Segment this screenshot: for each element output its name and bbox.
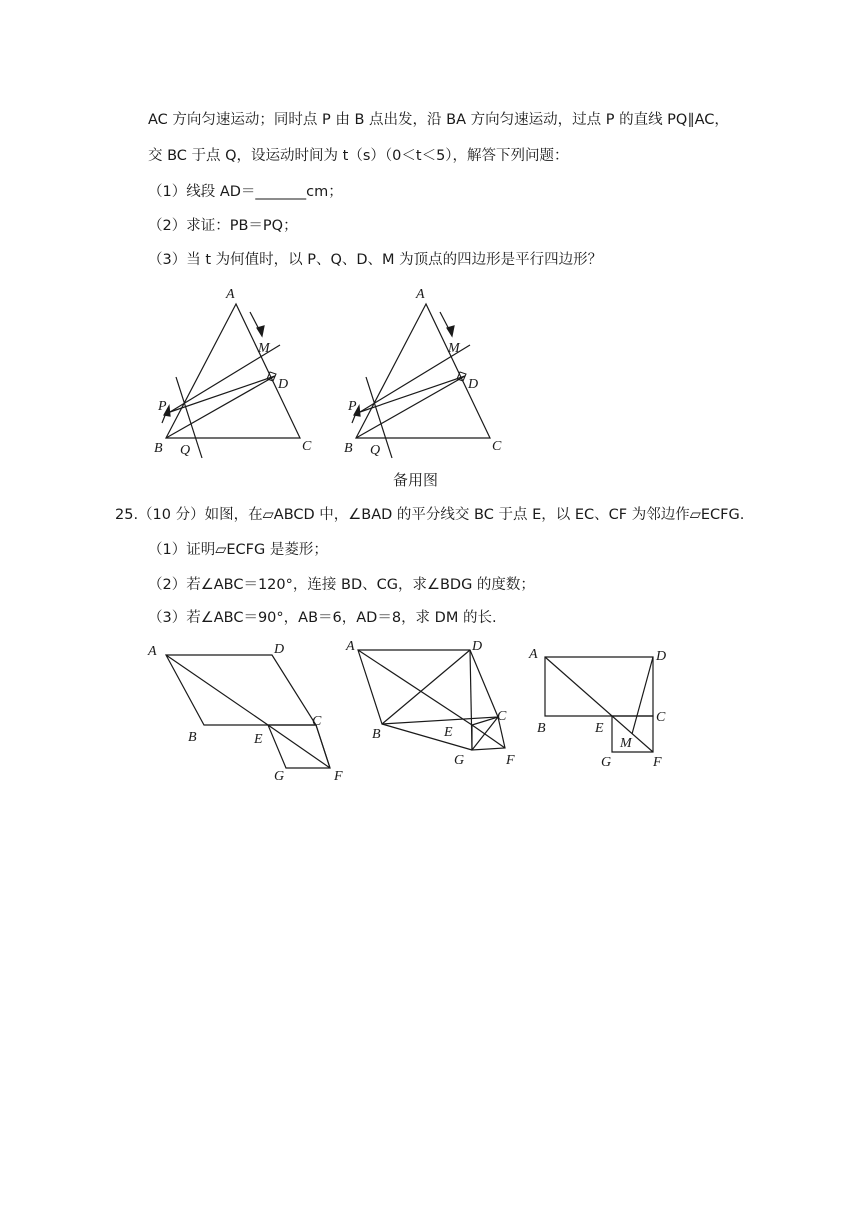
- q25-figure-2: [340, 630, 530, 775]
- label-a: A: [346, 639, 355, 654]
- segment-ae: [358, 650, 472, 725]
- label-a: A: [529, 647, 538, 662]
- label-c: C: [492, 439, 502, 454]
- label-p: P: [348, 399, 357, 414]
- arrow-m-head: [447, 326, 454, 336]
- segment-bd: [382, 650, 470, 724]
- parallelogram-abcd: [166, 655, 316, 725]
- segment-ae: [166, 655, 268, 725]
- q24-line-1: AC 方向匀速运动；同时点 P 由 B 点出发，沿 BA 方向匀速运动，过点 P 的直线 PQ∥AC，: [148, 112, 729, 128]
- label-e: E: [595, 721, 604, 736]
- label-f: F: [506, 753, 515, 768]
- segment-bg: [382, 724, 472, 750]
- triangle-abc: [356, 304, 490, 438]
- parallelogram-abcd: [358, 650, 498, 724]
- rectangle-abcd: [545, 657, 653, 716]
- segment-dm: [632, 657, 653, 734]
- label-b: B: [344, 441, 353, 456]
- label-b: B: [372, 727, 381, 742]
- q24-part-3: （3）当 t 为何值时，以 P、Q、D、M 为顶点的四边形是平行四边形？: [148, 252, 603, 268]
- label-a: A: [148, 644, 157, 659]
- q25-figure-1: [140, 635, 360, 790]
- q24-figure-2: [330, 280, 520, 460]
- label-q: Q: [180, 443, 191, 458]
- label-m: M: [448, 341, 460, 356]
- label-b: B: [188, 730, 197, 745]
- label-d: D: [472, 639, 483, 654]
- q25-figure-3: [525, 640, 700, 775]
- label-g: G: [601, 755, 612, 770]
- label-p: P: [158, 399, 167, 414]
- label-b: B: [154, 441, 163, 456]
- triangle-abc: [166, 304, 300, 438]
- q25-part-1: （1）证明▱ECFG 是菱形；: [148, 542, 328, 558]
- label-f: F: [653, 755, 662, 770]
- label-q: Q: [370, 443, 381, 458]
- q25-part-3: （3）若∠ABC＝90°，AB＝6，AD＝8，求 DM 的长.: [148, 610, 497, 626]
- figure-caption: 备用图: [393, 471, 439, 489]
- label-c: C: [656, 710, 666, 725]
- label-d: D: [274, 642, 285, 657]
- label-d: D: [656, 649, 667, 664]
- label-m: M: [620, 736, 632, 751]
- label-e: E: [254, 732, 263, 747]
- label-f: F: [334, 769, 343, 784]
- label-m: M: [258, 341, 270, 356]
- label-c: C: [302, 439, 312, 454]
- q24-part-2: （2）求证：PB＝PQ；: [148, 218, 298, 234]
- label-a: A: [226, 287, 235, 302]
- label-d: D: [278, 377, 289, 392]
- label-a: A: [416, 287, 425, 302]
- label-c: C: [312, 714, 322, 729]
- label-e: E: [444, 725, 453, 740]
- label-b: B: [537, 721, 546, 736]
- segment-cg: [472, 717, 498, 750]
- q24-line-2: 交 BC 于点 Q，设运动时间为 t（s）（0＜t＜5），解答下列问题：: [148, 148, 569, 164]
- q25-part-2: （2）若∠ABC＝120°，连接 BD、CG，求∠BDG 的度数；: [148, 577, 535, 593]
- label-c: C: [497, 709, 507, 724]
- q24-part-1: （1）线段 AD＝_______cm；: [148, 184, 343, 200]
- q24-figure-1: [140, 280, 330, 460]
- q25-stem: 25.（10 分）如图，在▱ABCD 中，∠BAD 的平分线交 BC 于点 E，以 EC、CF 为邻边作▱ECFG.: [115, 507, 745, 523]
- label-g: G: [274, 769, 285, 784]
- arrow-m-head: [257, 326, 264, 336]
- label-d: D: [468, 377, 479, 392]
- segment-af: [545, 657, 653, 752]
- label-g: G: [454, 753, 465, 768]
